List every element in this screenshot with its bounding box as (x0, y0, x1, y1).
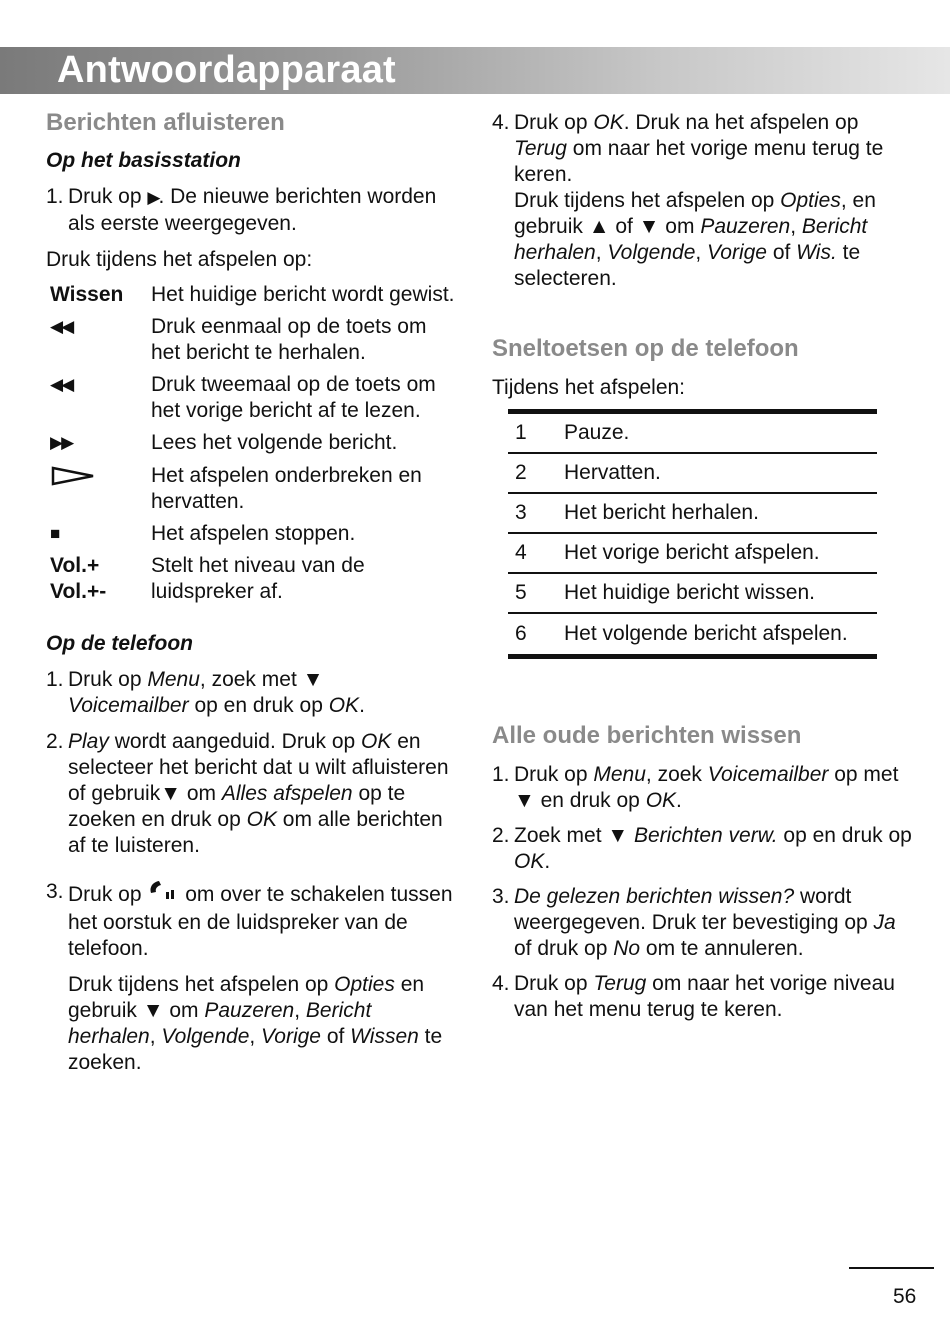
table-row: 5 Het huidige bericht wissen. (508, 574, 877, 614)
during-playback-text: Druk tijdens het afspelen op: (46, 248, 313, 271)
fast-forward-icon: ▶▶ (50, 433, 73, 452)
footer-divider (849, 1267, 934, 1269)
phone-step-4: 4. Druk op OK. Druk na het afspelen op Terug om naar het vorige menu terug te keren. Druk tijdens het afspelen op Opties, en gebruik ▲ of ▼ om Pauzeren, Bericht herhalen, Volgende, Vorige of Wis. te selecteren. (492, 111, 884, 290)
step-number: 1. (46, 185, 64, 208)
page-title: Antwoordapparaat (57, 49, 396, 91)
section-heading-delete-all: Alle oude berichten wissen (492, 722, 802, 749)
key-row-volume: Vol.+ Vol.+- Stelt het niveau van de luidspreker af. (50, 554, 365, 603)
rewind-icon: ◀◀ (50, 317, 73, 336)
key-row-wissen: Wissen Het huidige bericht wordt gewist. (50, 283, 455, 306)
table-row: 6 Het volgende bericht afspelen. (515, 622, 848, 645)
key-label: Wissen (50, 283, 124, 306)
key-row-rewind-once: ◀◀ Druk eenmaal op de toets om het bericht te herhalen. (50, 315, 427, 364)
phone-step-3-extra: Druk tijdens het afspelen op Opties en gebruik ▼ om Pauzeren, Bericht herhalen, Volgende, Vorige of Wissen te zoeken. (68, 973, 443, 1074)
shortcut-intro: Tijdens het afspelen: (492, 376, 686, 399)
table-row: 2 Hervatten. (508, 454, 877, 494)
phone-step-3: 3. Druk op om over te schakelen tussen het oorstuk en de luidspreker van de telefoon. Druk tijdens het afspelen op Opties en gebruik ▼ om Pauzeren, Bericht herhalen, Volgende, Vorige of Wissen te zoeken. (46, 879, 456, 1076)
shortcut-table (508, 409, 877, 659)
speaker-phone-icon (147, 879, 179, 910)
phone-step-1: 1. Druk op Menu, zoek met ▼ Voicemailber op en druk op OK. (46, 668, 365, 717)
play-icon: ▶ (147, 188, 159, 207)
page-number: 56 (893, 1285, 917, 1308)
key-row-rewind-twice: ◀◀ Druk tweemaal op de toets om het vorige bericht af te lezen. (50, 373, 436, 422)
table-row: 1 Pauze. (508, 414, 877, 454)
subheading-phone: Op de telefoon (46, 632, 193, 655)
section-heading-listen: Berichten afluisteren (46, 109, 285, 136)
phone-step-2: 2. Play wordt aangeduid. Druk op OK en selecteer het bericht dat u wilt afluisteren of gebruik▼ om Alles afspelen op te zoeken en druk op OK om alle berichten af te luisteren. (46, 730, 449, 857)
delete-steps (492, 762, 912, 1023)
left-column (46, 108, 456, 1076)
table-row: 4 Het vorige bericht afspelen. (508, 534, 877, 574)
key-list (46, 282, 456, 605)
key-row-play-pause: Het afspelen onderbreken en hervatten. (46, 463, 456, 515)
play-pause-icon (50, 465, 96, 494)
subheading-base-station: Op het basisstation (46, 149, 241, 172)
key-row-forward: ▶▶ Lees het volgende bericht. (50, 431, 398, 454)
title-banner (0, 47, 950, 94)
delete-step-4: 4. Druk op Terug om naar het vorige niveau van het menu terug te keren. (492, 972, 895, 1021)
delete-step-1: 1. Druk op Menu, zoek Voicemailber op met ▼ en druk op OK. (492, 763, 899, 812)
table-row: 3 Het bericht herhalen. (508, 494, 877, 534)
section-heading-shortcuts: Sneltoetsen op de telefoon (492, 335, 799, 362)
rewind-icon: ◀◀ (50, 375, 73, 394)
delete-step-3: 3. De gelezen berichten wissen? wordt weergegeven. Druk ter bevestiging op Ja of druk op No om te annuleren. (492, 885, 896, 960)
base-step-1: 1. Druk op ▶. De nieuwe berichten worden als eerste weergegeven. (46, 185, 437, 235)
stop-icon: ■ (50, 524, 61, 543)
key-label: Vol.+ Vol.+- (50, 554, 107, 603)
key-row-stop: ■ Het afspelen stoppen. (50, 522, 356, 545)
delete-step-2: 2. Zoek met ▼ Berichten verw. op en druk op OK. (492, 824, 912, 873)
